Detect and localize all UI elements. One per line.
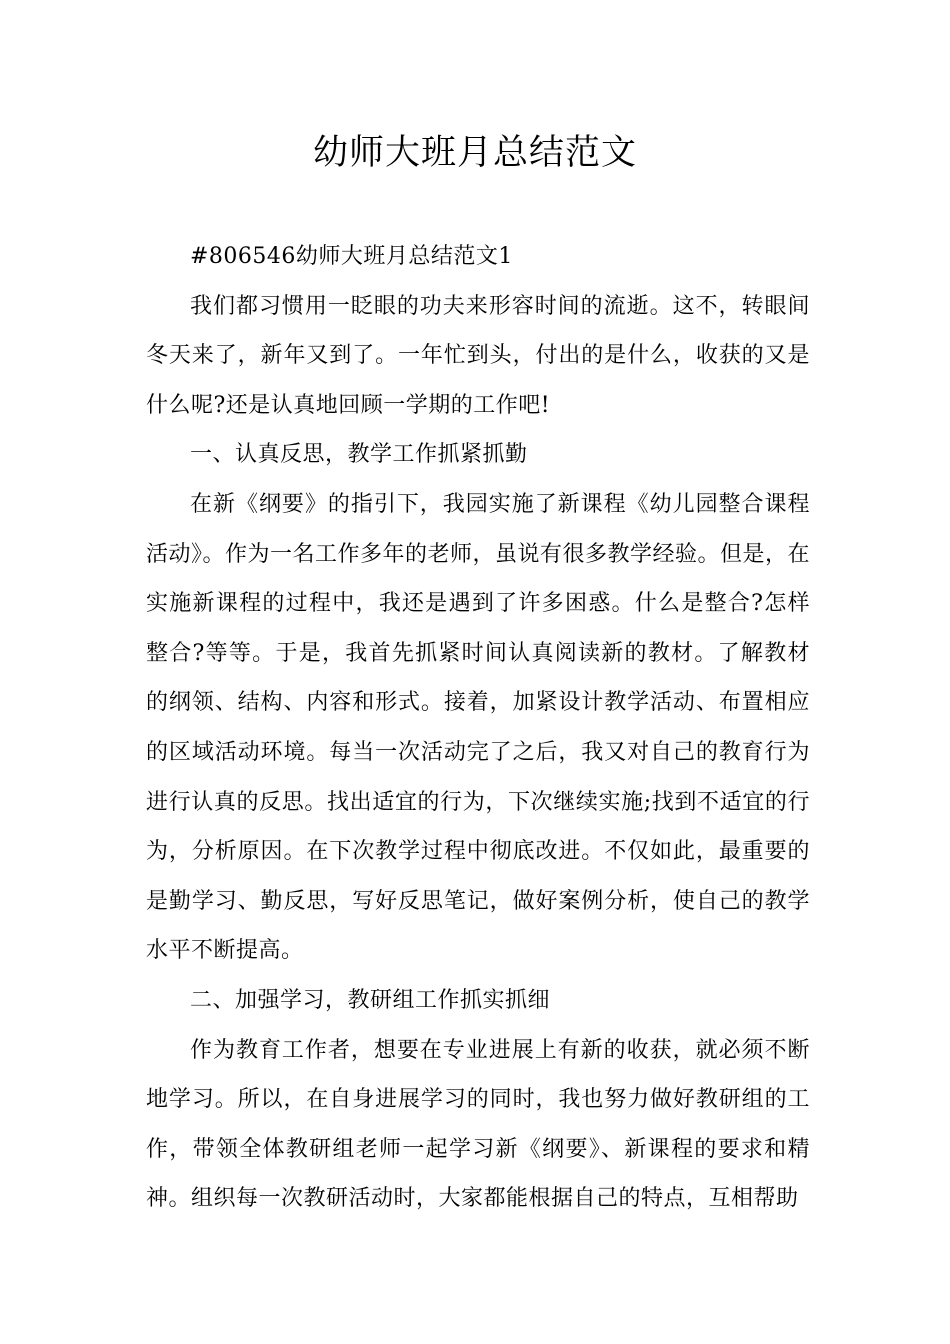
section-heading-1: 一、认真反思，教学工作抓紧抓勤 bbox=[190, 442, 528, 468]
page-title: 幼师大班月总结范文 bbox=[312, 133, 637, 173]
document-body bbox=[146, 232, 810, 1224]
section-1-paragraph: 在新《纲要》的指引下，我园实施了新课程《幼儿园整合课程活动》。作为一名工作多年的老师，虽说有很多教学经验。但是，在实施新课程的过程中，我还是遇到了许多困惑。什么是整合?怎样整合?等等。于是，我首先抓紧时间认真阅读新的教材。了解教材的纲领、结构、内容和形式。接着，加紧设计教学活动、布置相应的区域活动环境。每当一次活动完了之后，我又对自己的教育行为进行认真的反思。找出适宜的行为，下次继续实施;找到不适宜的行为，分析原因。在下次教学过程中彻底改进。不仅如此，最重要的是勤学习、勤反思，写好反思笔记，做好案例分析，使自己的教学水平不断提高。 bbox=[146, 491, 811, 964]
document-subtitle: #806546幼师大班月总结范文1 bbox=[190, 244, 513, 269]
intro-paragraph: 我们都习惯用一眨眼的功夫来形容时间的流逝。这不，转眼间冬天来了，新年又到了。一年忙到头，付出的是什么，收获的又是什么呢?还是认真地回顾一学期的工作吧! bbox=[146, 293, 810, 418]
section-heading-2: 二、加强学习，教研组工作抓实抓细 bbox=[190, 987, 551, 1013]
section-2-paragraph: 作为教育工作者，想要在专业进展上有新的收获，就必须不断地学习。所以，在自身进展学习的同时，我也努力做好教研组的工作，带领全体教研组老师一起学习新《纲要》、新课程的要求和精神。组织每一次教研活动时，大家都能根据自己的特点，互相帮助 bbox=[146, 1037, 810, 1212]
